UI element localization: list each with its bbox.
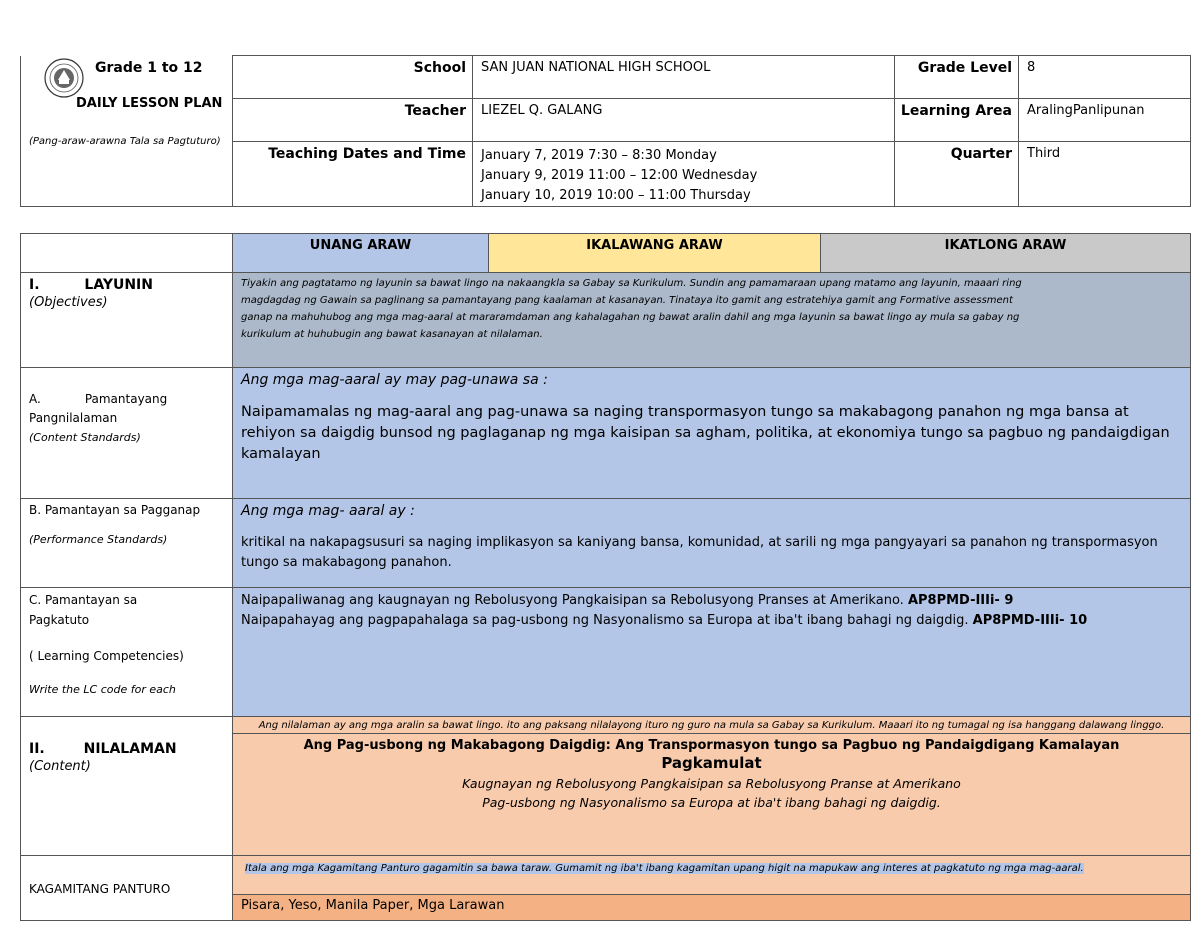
day-3-header: IKATLONG ARAW <box>821 234 1191 273</box>
objectives-label-cell <box>21 273 233 368</box>
dates-value <box>473 142 895 207</box>
content-standards-text: Naipamamalas ng mag-aaral ang pag-unawa sa naging transpormasyon tungo sa makabagong panahon ng mga bansa at rehiyon sa daigdig bunsod ng paglaganap ng mga kaisipan sa agham, politika, at ekonomiya tungo sa pagbuo ng pandaigdigan kamalayan <box>241 404 1170 462</box>
content-title: NILALAMAN <box>83 741 177 757</box>
performance-standards-text: kritikal na nakapagsusuri sa naging implikasyon sa kaniyang bansa, komunidad, at sarili ng mga pangyayari sa panahon ng transpormasyon tungo sa makabagong panahon. <box>241 535 1158 570</box>
performance-standards-label: B. Pamantayan sa Pagganap <box>29 503 201 517</box>
competencies-label-1: C. Pamantayan sa <box>29 593 138 607</box>
competencies-label-cell <box>21 588 233 717</box>
date-line: January 7, 2019 7:30 – 8:30 Monday <box>481 148 717 163</box>
competency-code: AP8PMD-IIIi- 9 <box>907 593 1014 608</box>
content-main-title: Ang Pag-usbong ng Makabagong Daigdig: Ang Transpormasyon tungo sa Pagbuo ng Pandaigdigang Kamalayan <box>303 738 1120 753</box>
objectives-number: I. <box>29 277 40 293</box>
content-number: II. <box>29 741 45 757</box>
competency-code: AP8PMD-IIIi- 10 <box>972 613 1088 628</box>
content-line: Kaugnayan ng Rebolusyong Pangkaisipan sa Rebolusyong Pranse at Amerikano <box>462 776 961 791</box>
learning-area-label: Learning Area <box>895 99 1019 142</box>
content-standards-cell <box>233 368 1191 499</box>
performance-standards-intro: Ang mga mag- aaral ay : <box>241 503 415 519</box>
content-standards-prefix: A. <box>29 392 41 406</box>
performance-standards-cell <box>233 499 1191 588</box>
objectives-note-line: kurikulum at huhubugin ang bawat kasanayan at nilalaman. <box>241 329 543 340</box>
content-standards-label-en: (Content Standards) <box>29 431 141 444</box>
content-note: Ang nilalaman ay ang mga aralin sa bawat lingo. ito ang paksang nilalayong ituro ng guro na mula sa Gabay sa Kurikulum. Maaari ito ng tumagal ng isa hanggang dalawang linggo. <box>233 717 1190 734</box>
competency-item <box>241 591 1182 611</box>
competencies-cell <box>233 588 1191 717</box>
materials-label: KAGAMITANG PANTURO <box>21 856 233 921</box>
school-label: School <box>233 56 473 99</box>
objectives-title: LAYUNIN <box>84 277 153 293</box>
competency-item <box>241 611 1182 631</box>
dates-label: Teaching Dates and Time <box>233 142 473 207</box>
objectives-note-line: Tiyakin ang pagtatamo ng layunin sa bawat lingo na nakaangkla sa Gabay sa Kurikulum. Sundin ang pamamaraan upang matamo ang layunin, maaari ring <box>241 278 1022 289</box>
lesson-plan-table <box>20 233 1191 921</box>
grade-level-value: 8 <box>1019 56 1191 99</box>
content-sub-title: Pagkamulat <box>661 754 762 772</box>
quarter-label: Quarter <box>895 142 1019 207</box>
day-2-header: IKALAWANG ARAW <box>489 234 821 273</box>
performance-standards-label-cell <box>21 499 233 588</box>
competencies-label-note: Write the LC code for each <box>29 683 176 696</box>
competencies-label-en: ( Learning Competencies) <box>29 649 184 663</box>
day-1-header: UNANG ARAW <box>233 234 489 273</box>
teacher-label: Teacher <box>233 99 473 142</box>
content-label-cell <box>21 717 233 856</box>
competency-text: Naipapaliwanag ang kaugnayan ng Rebolusyong Pangkaisipan sa Rebolusyong Pranses at Amerikano. <box>241 593 904 608</box>
content-cell <box>233 717 1191 856</box>
header-table <box>20 55 1191 207</box>
content-standards-intro: Ang mga mag-aaral ay may pag-unawa sa : <box>241 372 548 388</box>
objectives-note-line: magdagdag ng Gawain sa paglinang sa pamantayang pang kaalaman at kasanayan. Tinataya ito gamit ang estratehiya gamit ang Formative assessment <box>241 295 1013 306</box>
materials-value: Pisara, Yeso, Manila Paper, Mga Larawan <box>233 895 1191 921</box>
content-line: Pag-usbong ng Nasyonalismo sa Europa at iba't ibang bahagi ng daigdig. <box>482 795 941 810</box>
objectives-note-line: ganap na mahuhubog ang mga mag-aaral at mararamdaman ang kahalagahan ng bawat aralin dahil ang mga layunin sa bawat lingo ay mula sa gabay ng <box>241 312 1020 323</box>
date-line: January 9, 2019 11:00 – 12:00 Wednesday <box>481 168 758 183</box>
teacher-value: LIEZEL Q. GALANG <box>473 99 895 142</box>
content-subtitle: (Content) <box>29 759 91 774</box>
objectives-subtitle: (Objectives) <box>29 295 108 310</box>
plan-subtitle: (Pang-araw-arawna Tala sa Pagtuturo) <box>29 135 221 147</box>
empty-corner-cell <box>21 234 233 273</box>
grade-level-label: Grade Level <box>895 56 1019 99</box>
competencies-label-2: Pagkatuto <box>29 613 90 627</box>
content-standards-label-cell <box>21 368 233 499</box>
performance-standards-label-en: (Performance Standards) <box>29 533 168 546</box>
learning-area-value: AralingPanlipunan <box>1019 99 1191 142</box>
competency-text: Naipapahayag ang pagpapahalaga sa pag-usbong ng Nasyonalismo sa Europa at iba't ibang bahagi ng daigdig. <box>241 613 969 628</box>
plan-title: DAILY LESSON PLAN <box>76 95 223 111</box>
content-standards-word: Pamantayang <box>84 392 168 406</box>
school-value: SAN JUAN NATIONAL HIGH SCHOOL <box>473 56 895 99</box>
quarter-value: Third <box>1019 142 1191 207</box>
objectives-note <box>233 273 1191 368</box>
grade-range: Grade 1 to 12 <box>95 59 203 76</box>
date-line: January 10, 2019 10:00 – 11:00 Thursday <box>481 188 751 203</box>
plan-title-cell <box>21 56 233 207</box>
materials-note-cell <box>233 856 1191 895</box>
content-standards-label: Pangnilalaman <box>29 411 118 425</box>
materials-note: Itala ang mga Kagamitang Panturo gagamitin sa bawa taraw. Gumamit ng iba't ibang kagamitan upang higit na mapukaw ang interes at pagkatuto ng mga mag-aaral. <box>245 863 1084 874</box>
